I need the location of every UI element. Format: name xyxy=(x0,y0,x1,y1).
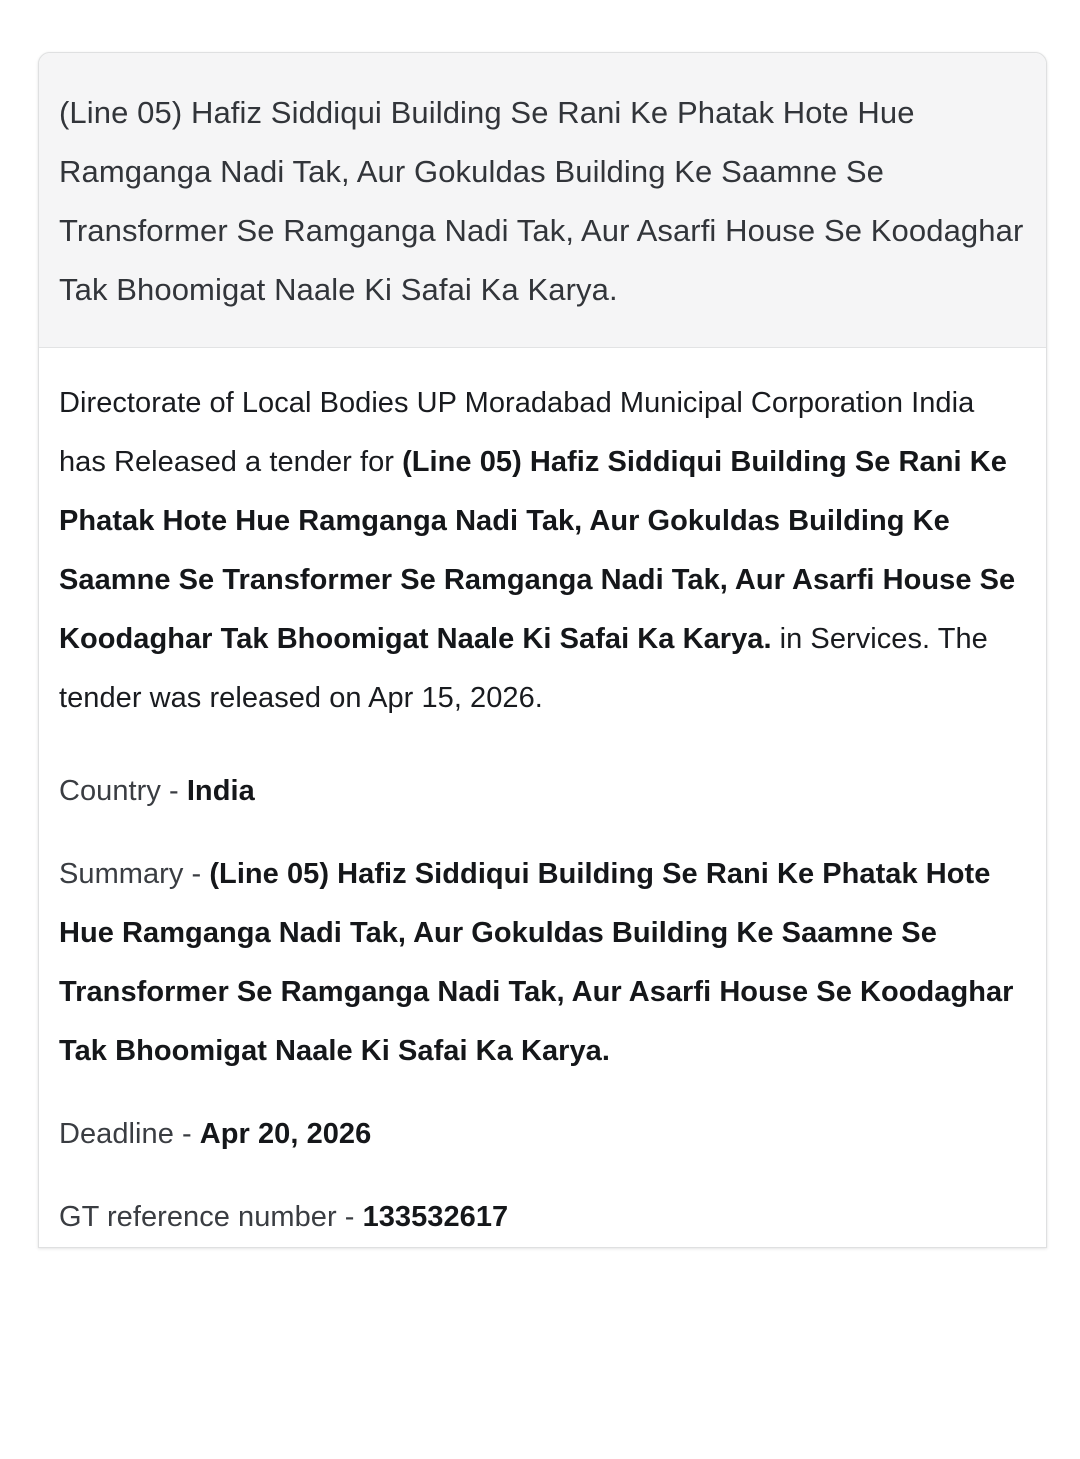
field-deadline-label: Deadline - xyxy=(59,1118,200,1150)
tender-title: (Line 05) Hafiz Siddiqui Building Se Rani Ke Phatak Hote Hue Ramganga Nadi Tak, Aur Gokuldas Building Ke Saamne Se Transformer Se Ramganga Nadi Tak, Aur Asarfi House Se Koodaghar Tak Bhoomigat Naale Ki Safai Ka Karya. xyxy=(59,95,1024,307)
field-country xyxy=(59,762,1026,821)
tender-card-header xyxy=(39,53,1046,348)
field-country-value: India xyxy=(186,775,255,807)
field-gt-reference-number-value: 133532617 xyxy=(362,1201,509,1233)
field-summary xyxy=(59,845,1026,1081)
tender-card-body xyxy=(39,348,1046,1247)
field-gt-reference-number xyxy=(59,1188,1026,1247)
description-tender-title: (Line 05) Hafiz Siddiqui Building Se Rani Ke Phatak Hote Hue Ramganga Nadi Tak, Aur Gokuldas Building Ke Saamne Se Transformer Se Ramganga Nadi Tak, Aur Asarfi House Se Koodaghar Tak Bhoomigat Naale Ki Safai Ka Karya. xyxy=(59,446,1016,655)
field-gt-reference-number-label: GT reference number - xyxy=(59,1201,363,1233)
description-tail: in Services. The tender was released on Apr 15, 2026. xyxy=(59,623,988,714)
tender-fields xyxy=(59,762,1026,1247)
tender-description xyxy=(59,374,1026,728)
field-summary-value: (Line 05) Hafiz Siddiqui Building Se Rani Ke Phatak Hote Hue Ramganga Nadi Tak, Aur Gokuldas Building Ke Saamne Se Transformer Se Ramganga Nadi Tak, Aur Asarfi House Se Koodaghar Tak Bhoomigat Naale Ki Safai Ka Karya. xyxy=(59,858,1014,1067)
tender-card xyxy=(38,52,1047,1248)
description-lead: Directorate of Local Bodies UP Moradabad Municipal Corporation India has Released a tender for xyxy=(59,387,975,478)
field-deadline xyxy=(59,1105,1026,1164)
field-country-label: Country - xyxy=(59,775,187,807)
field-deadline-value: Apr 20, 2026 xyxy=(199,1118,372,1150)
field-summary-label: Summary - xyxy=(59,858,210,890)
